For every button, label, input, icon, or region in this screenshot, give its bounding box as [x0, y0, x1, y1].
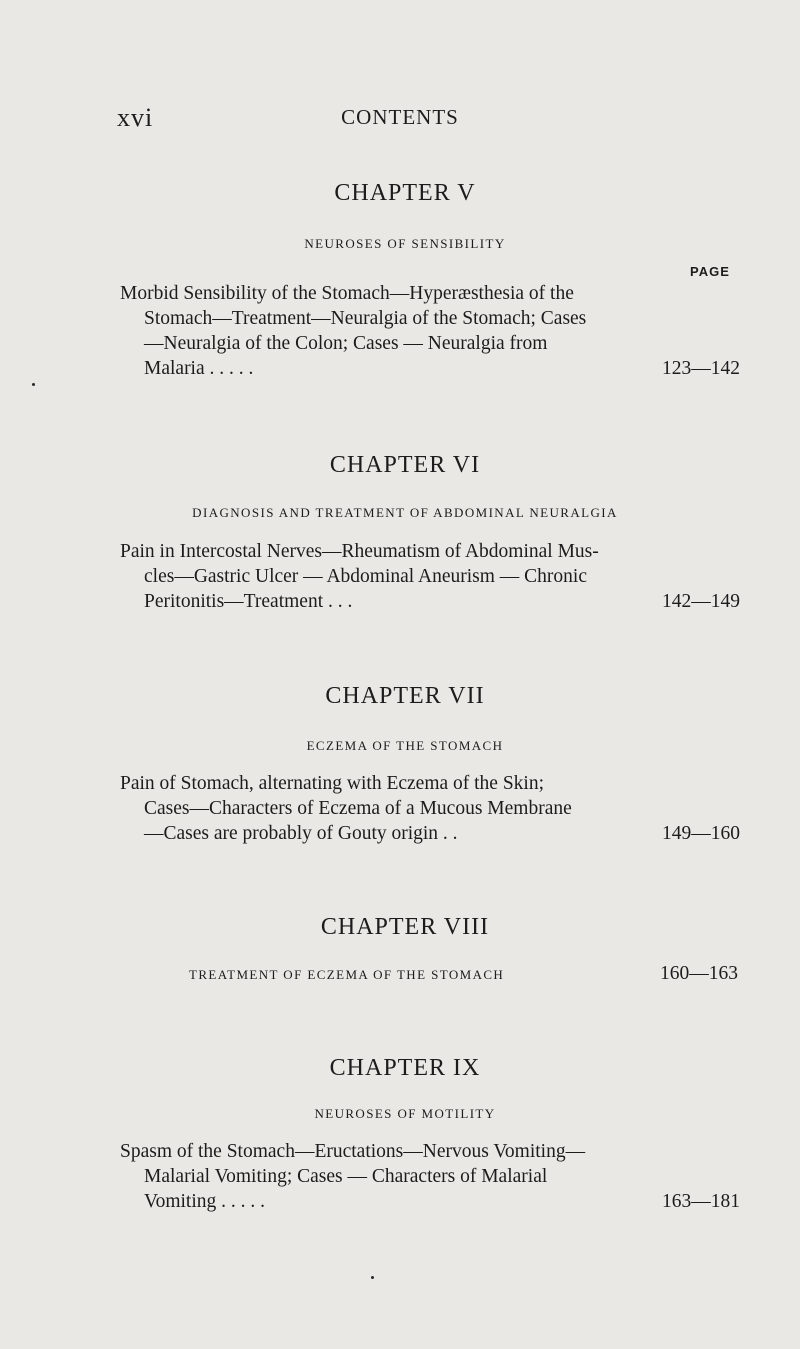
chapter-title: CHAPTER V [334, 180, 476, 206]
chapter-subtitle: TREATMENT OF ECZEMA OF THE STOMACH [189, 967, 505, 982]
chapter-title: CHAPTER VIII [320, 914, 490, 940]
print-speck [32, 383, 35, 386]
entry-line: Cases—Characters of Eczema of a Mucous Membrane [144, 798, 572, 819]
entry-line: cles—Gastric Ulcer — Abdominal Aneurism — Chronic [144, 566, 587, 587]
chapter-title: CHAPTER VI [329, 452, 481, 478]
entry-line: —Cases are probably of Gouty origin . . [144, 823, 458, 844]
page-range: 142—149 [662, 591, 740, 612]
page-range: 123—142 [662, 358, 740, 379]
toc-entry [120, 772, 740, 852]
entry-line: Stomach—Treatment—Neuralgia of the Stomach; Cases [144, 308, 587, 329]
toc-entry [120, 1140, 740, 1220]
running-title: CONTENTS [341, 105, 459, 129]
page-column-label: PAGE [690, 264, 730, 279]
toc-entry [0, 963, 800, 991]
entry-line: Malarial Vomiting; Cases — Characters of Malarial [144, 1166, 548, 1187]
entry-line: Spasm of the Stomach—Eructations—Nervous Vomiting— [120, 1141, 586, 1162]
entry-line: Pain of Stomach, alternating with Eczema of the Skin; [120, 773, 545, 794]
entry-line: —Neuralgia of the Colon; Cases — Neuralgia from [144, 333, 548, 354]
chapter-title: CHAPTER VII [325, 683, 485, 709]
page-range: 163—181 [662, 1191, 740, 1212]
entry-line: Pain in Intercostal Nerves—Rheumatism of Abdominal Mus- [120, 541, 599, 562]
toc-entry [120, 282, 740, 382]
page-number: xvi [117, 103, 154, 132]
entry-line: Morbid Sensibility of the Stomach—Hyperæsthesia of the [120, 283, 574, 304]
running-head [0, 103, 800, 133]
chapter-subtitle: ECZEMA OF THE STOMACH [306, 738, 504, 753]
entry-line: Malaria . . . . . [144, 358, 254, 379]
page-range: 149—160 [662, 823, 740, 844]
entry-line: Vomiting . . . . . [144, 1191, 265, 1212]
print-speck [371, 1276, 374, 1279]
chapter-subtitle: NEUROSES OF SENSIBILITY [304, 236, 506, 251]
entry-line: Peritonitis—Treatment . . . [144, 591, 353, 612]
toc-entry [120, 540, 740, 620]
chapter-subtitle: NEUROSES OF MOTILITY [314, 1106, 496, 1121]
chapter-title: CHAPTER IX [329, 1055, 481, 1081]
chapter-subtitle: DIAGNOSIS AND TREATMENT OF ABDOMINAL NEURALGIA [192, 505, 618, 520]
page-range: 160—163 [660, 963, 738, 984]
